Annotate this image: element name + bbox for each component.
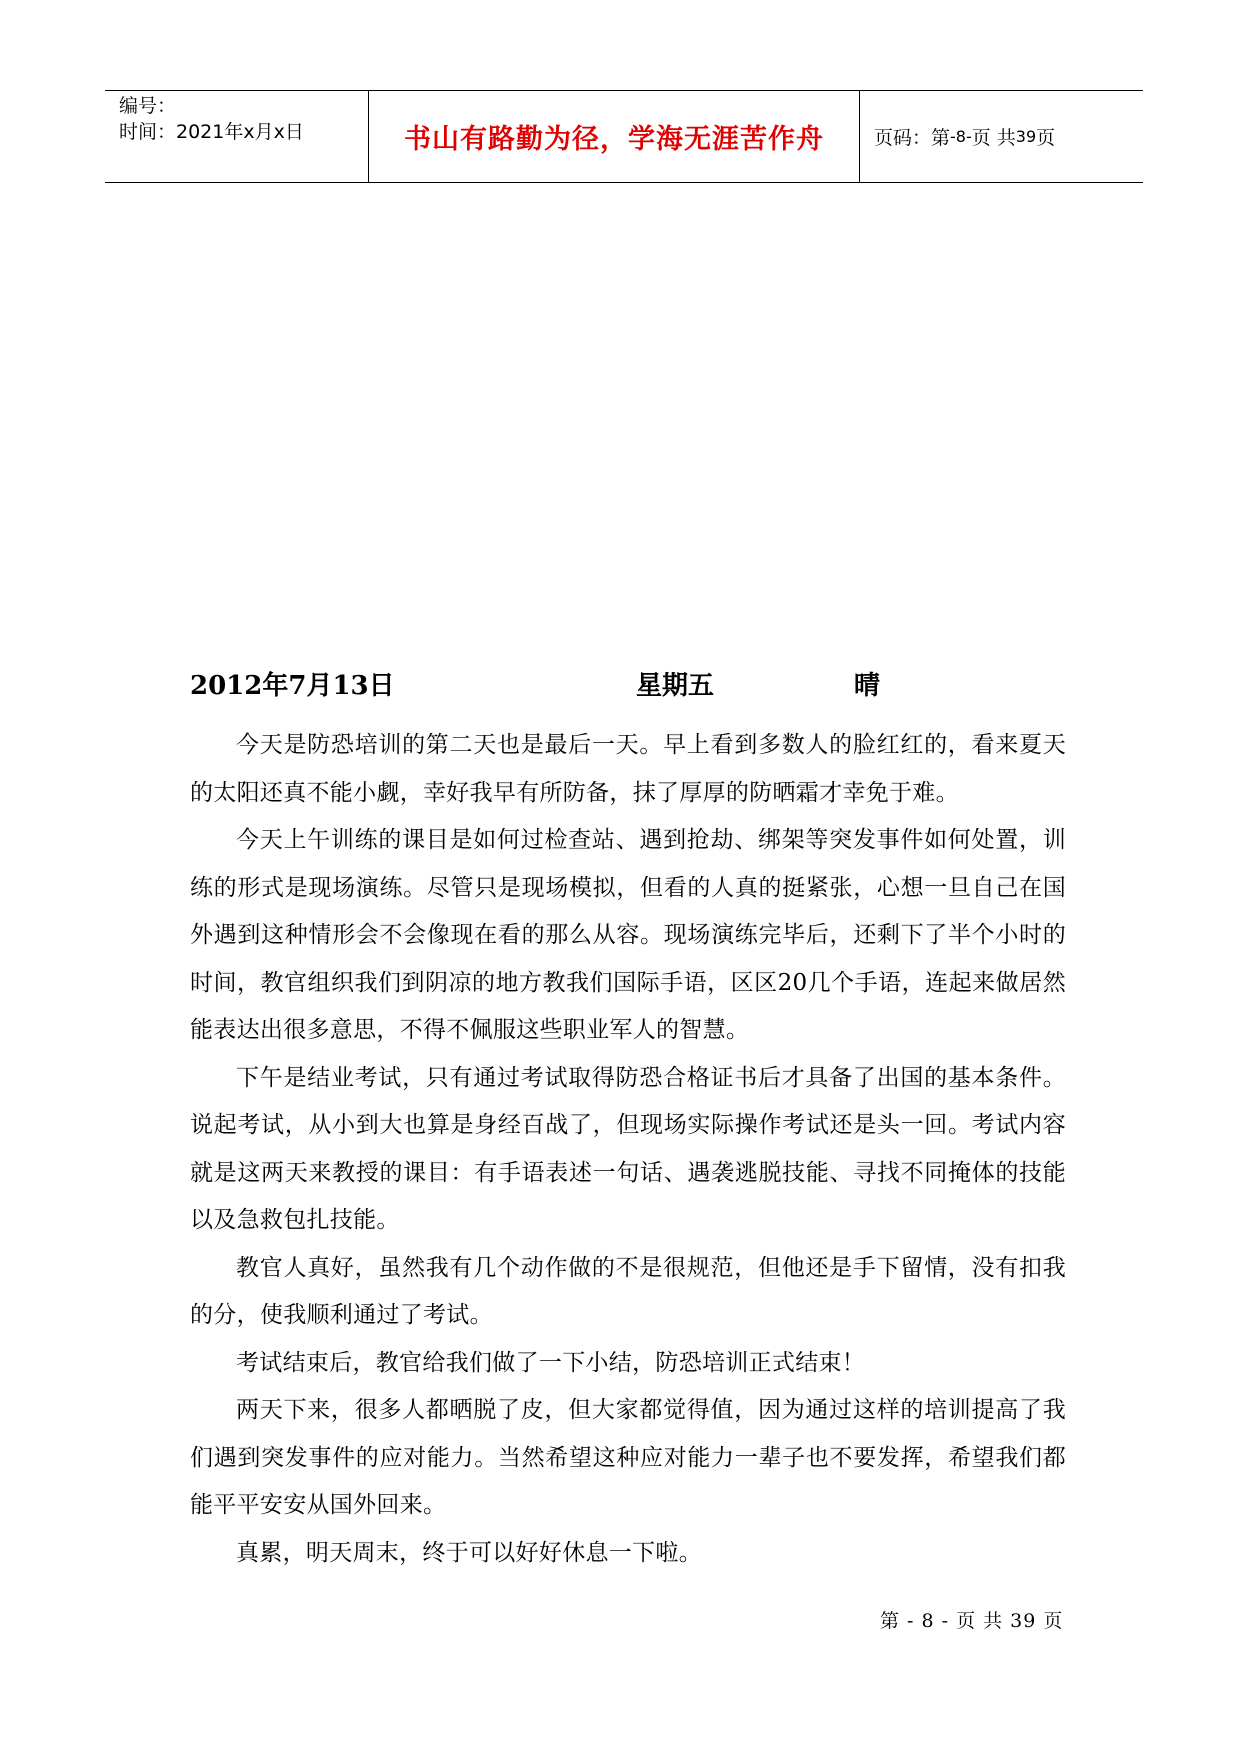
serial-label: 编号： (119, 95, 177, 117)
header-meta-cell (105, 91, 369, 182)
page-footer: 第 - 8 - 页 共 39 页 (880, 1610, 1064, 1632)
paragraph: 下午是结业考试，只有通过考试取得防恐合格证书后才具备了出国的基本条件。说起考试，从小到大也算是身经百战了，但现场实际操作考试还是头一回。考试内容就是这两天来教授的课目：有手语表述一句话、遇袭逃脱技能、寻找不同掩体的技能以及急救包扎技能。 (190, 1064, 1066, 1233)
paragraph: 两天下来，很多人都晒脱了皮，但大家都觉得值，因为通过这样的培训提高了我们遇到突发事件的应对能力。当然希望这种应对能力一辈子也不要发挥，希望我们都能平平安安从国外回来。 (190, 1397, 1066, 1518)
entry-weekday: 星期五 (636, 671, 715, 701)
paragraph: 今天是防恐培训的第二天也是最后一天。早上看到多数人的脸红红的，看来夏天的太阳还真不能小觑，幸好我早有所防备，抹了厚厚的防晒霜才幸免于难。 (190, 732, 1066, 806)
paragraph: 教官人真好，虽然我有几个动作做的不是很规范，但他还是手下留情，没有扣我的分，使我顺利通过了考试。 (190, 1254, 1066, 1328)
paragraph: 今天上午训练的课目是如何过检查站、遇到抢劫、绑架等突发事件如何处置，训练的形式是现场演练。尽管只是现场模拟，但看的人真的挺紧张，心想一旦自己在国外遇到这种情形会不会像现在看的那么从容。现场演练完毕后，还剩下了半个小时的时间，教官组织我们到阴凉的地方教我们国际手语，区区20几个手语，连起来做居然能表达出很多意思，不得不佩服这些职业军人的智慧。 (190, 827, 1066, 1043)
paragraph: 考试结束后，教官给我们做了一下小结，防恐培训正式结束！ (236, 1349, 866, 1376)
header-motto-cell (369, 91, 860, 182)
motto-text: 书山有路勤为径，学海无涯苦作舟 (404, 124, 824, 155)
diary-body (190, 722, 1066, 1577)
entry-date: 2012年7月13日 (190, 671, 395, 701)
document-header (105, 90, 1143, 183)
page-number: -8- (950, 127, 972, 146)
page-prefix: 页码：第 (874, 127, 951, 149)
paragraph: 真累，明天周末，终于可以好好休息一下啦。 (236, 1539, 702, 1566)
entry-weather: 晴 (854, 671, 881, 701)
time-label: 时间：2021年x月x日 (119, 121, 304, 143)
page-end: 页 (1036, 127, 1056, 149)
header-page-cell (860, 91, 1143, 182)
page-suffix: 页 共 (971, 127, 1016, 149)
diary-entry-heading (190, 666, 1090, 706)
page-total: 39 (1015, 127, 1037, 146)
